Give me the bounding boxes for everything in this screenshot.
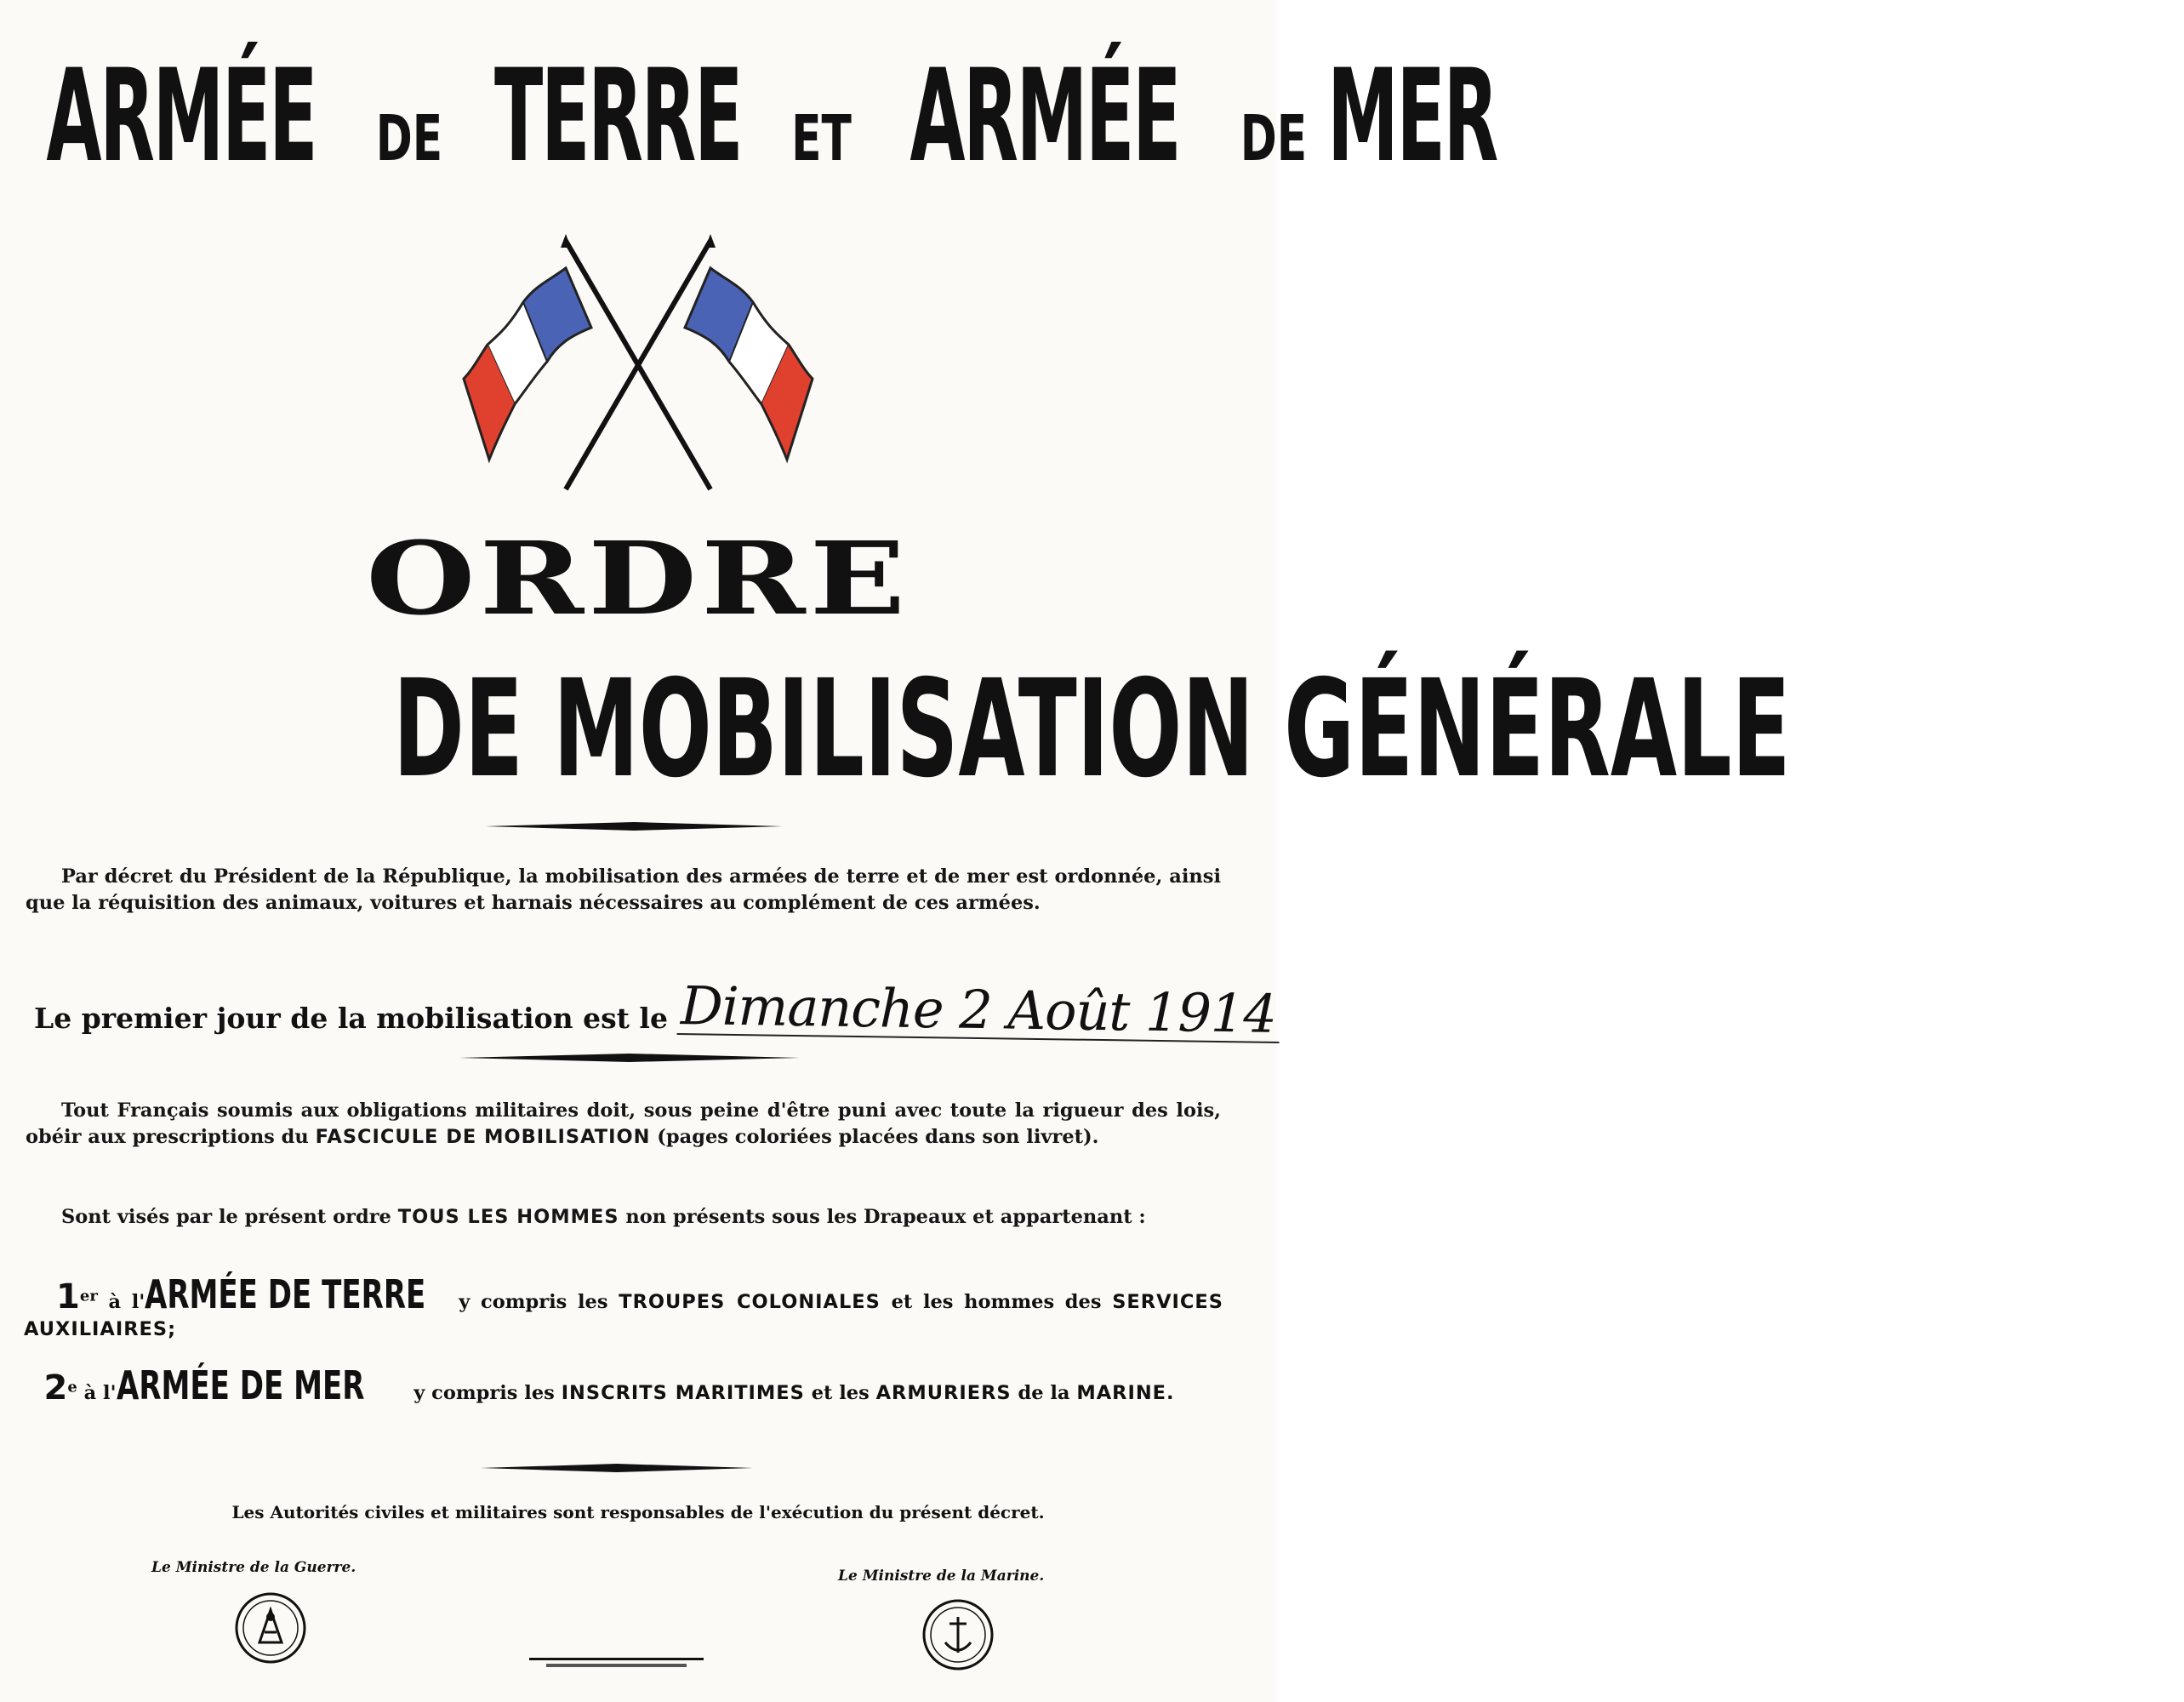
header-word-et: ET: [790, 102, 852, 175]
army-mer-label: ARMÉE DE MER: [116, 1362, 364, 1408]
army-terre-label: ARMÉE DE TERRE: [145, 1271, 426, 1317]
header-word-terre: TERRE: [493, 43, 742, 191]
ornament-rule-2: [459, 1052, 800, 1064]
first-day-line: [34, 974, 1277, 1045]
title-ordre: ORDRE: [366, 519, 910, 637]
final-statement: Les Autorités civiles et militaires sont responsables de l'exécution du présent décret.: [231, 1502, 1045, 1522]
header-word-armee-2: ARMÉE: [910, 43, 1180, 191]
obligations-paragraph: Tout Français soumis aux obligations militaires doit, sous peine d'être puni avec toute la rigueur des lois, obéir aux prescriptions du FASCICULE DE MOBILISATION (pages coloriées placées dans son livret).: [26, 1099, 1221, 1148]
navy-ministry-seal-icon: [921, 1598, 995, 1671]
minister-guerre-label: Le Ministre de la Guerre.: [151, 1559, 356, 1576]
item-armee-de-terre: 1er à l'ARMÉE DE TERRE y compris les TROUPES COLONIALES et les hommes des SERVICES AUXILIAIRES;: [24, 1271, 1223, 1340]
decree-paragraph: Par décret du Président de la République, la mobilisation des armées de terre et de mer est ordonnée, ainsi que la réquisition des animaux, voitures et harnais nécessaires au complément de ces armées.: [26, 865, 1221, 914]
header-word-mer: MER: [1327, 43, 1497, 191]
handwritten-date: Dimanche 2 Août 1914: [677, 979, 1280, 1043]
concerned-emphasis: TOUS LES HOMMES: [397, 1206, 619, 1228]
header-word-de-1: DE: [376, 102, 443, 175]
war-ministry-seal-icon: [234, 1591, 307, 1665]
ornament-rule-3: [481, 1462, 753, 1474]
header-word-de-2: DE: [1240, 102, 1307, 175]
ornament-rule-1: [485, 820, 783, 832]
concerned-paragraph: Sont visés par le présent ordre TOUS LES HOMMES non présents sous les Drapeaux et appartenant :: [61, 1206, 1146, 1228]
title-mobilisation: DE MOBILISATION GÉNÉRALE: [392, 651, 1791, 808]
printer-imprint-mark: [529, 1658, 704, 1671]
first-day-text: Le premier jour de la mobilisation est le: [34, 1002, 668, 1035]
obligations-emphasis: FASCICULE DE MOBILISATION: [315, 1126, 651, 1148]
minister-marine-label: Le Ministre de la Marine.: [838, 1568, 1045, 1585]
crossed-flags-icon: [464, 234, 813, 498]
header-word-armee-1: ARMÉE: [46, 43, 316, 191]
header-title: [0, 43, 1497, 191]
item-armee-de-mer: 2e à l'ARMÉE DE MER y compris les INSCRITS MARITIMES et les ARMURIERS de la MARINE.: [43, 1362, 1175, 1408]
